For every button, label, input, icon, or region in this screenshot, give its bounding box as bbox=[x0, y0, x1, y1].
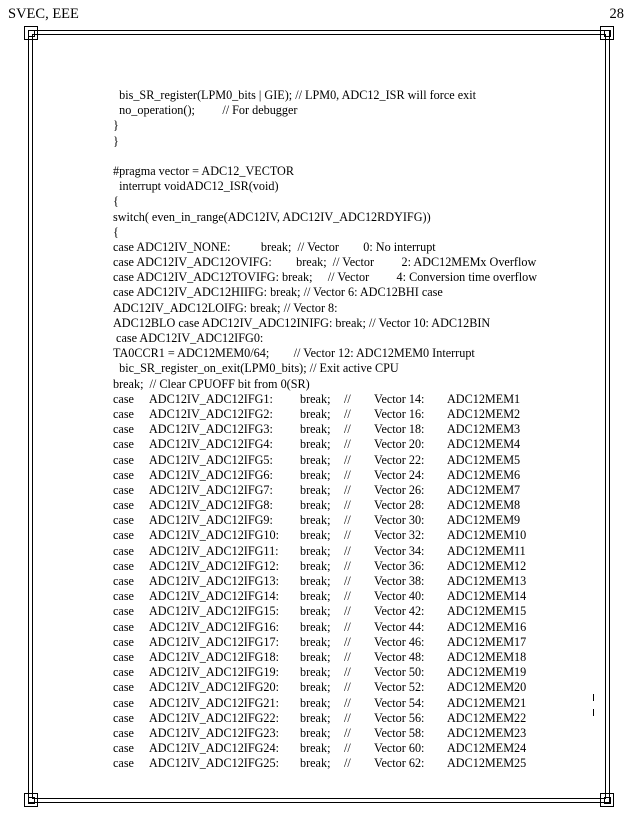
case-cell: case bbox=[113, 725, 134, 740]
case-row bbox=[113, 589, 593, 604]
code-line: break; // Clear CPUOFF bit from 0(SR) bbox=[113, 376, 310, 391]
case-row bbox=[113, 741, 593, 756]
code-line: case ADC12IV_ADC12HIIFG: break; // Vector 6: ADC12BHI case bbox=[113, 285, 443, 300]
case-cell: case bbox=[113, 406, 134, 421]
case-cell: break; bbox=[300, 528, 331, 543]
code-line: case ADC12IV_ADC12IFG0: bbox=[113, 331, 264, 345]
case-cell: ADC12MEM10 bbox=[447, 528, 527, 543]
case-cell: break; bbox=[300, 756, 331, 771]
case-cell: break; bbox=[300, 725, 331, 740]
case-cell: ADC12IV_ADC12IFG19: bbox=[149, 665, 280, 680]
code-listing bbox=[113, 88, 593, 771]
code-line: } bbox=[113, 133, 119, 148]
case-cell: // bbox=[344, 665, 351, 680]
code-line: bis_SR_register(LPM0_bits | GIE); // LPM0, ADC12_ISR will force exit bbox=[113, 88, 476, 102]
case-row bbox=[113, 635, 593, 650]
case-cell: ADC12IV_ADC12IFG13: bbox=[149, 574, 280, 588]
case-row bbox=[113, 513, 593, 528]
case-cell: ADC12MEM7 bbox=[447, 482, 521, 497]
case-cell: ADC12IV_ADC12IFG15: bbox=[149, 604, 280, 619]
case-cell: Vector 44: bbox=[374, 619, 425, 634]
case-cell: break; bbox=[300, 710, 331, 725]
border-corner-ornament bbox=[600, 26, 614, 40]
code-line: } bbox=[113, 118, 119, 133]
code-line: no_operation(); // For debugger bbox=[113, 103, 298, 118]
case-row bbox=[113, 574, 593, 589]
code-line: switch( even_in_range(ADC12IV, ADC12IV_ADC12RDYIFG)) bbox=[113, 209, 431, 224]
case-cell: ADC12IV_ADC12IFG12: bbox=[149, 558, 280, 573]
case-cell: ADC12IV_ADC12IFG25: bbox=[149, 756, 280, 771]
case-cell: case bbox=[113, 422, 134, 437]
case-cell: // bbox=[344, 528, 351, 543]
case-cell: // bbox=[344, 437, 351, 452]
margin-mark bbox=[593, 694, 594, 701]
case-cell: // bbox=[344, 680, 351, 695]
case-cell: ADC12MEM18 bbox=[447, 649, 527, 664]
page-number: 28 bbox=[609, 6, 624, 22]
case-cell: break; bbox=[300, 543, 331, 558]
case-cell: ADC12MEM11 bbox=[447, 543, 526, 558]
case-cell: case bbox=[113, 589, 134, 604]
case-cell: // bbox=[344, 406, 351, 421]
case-row bbox=[113, 437, 593, 452]
case-cell: break; bbox=[300, 589, 331, 604]
case-cell: case bbox=[113, 558, 134, 573]
case-cell: break; bbox=[300, 422, 331, 437]
case-cell: break; bbox=[300, 649, 331, 664]
case-cell: // bbox=[344, 558, 351, 573]
case-cell: ADC12IV_ADC12IFG11: bbox=[149, 543, 279, 558]
case-cell: ADC12IV_ADC12IFG20: bbox=[149, 680, 280, 695]
case-cell: ADC12MEM3 bbox=[447, 422, 521, 437]
case-cell: ADC12MEM15 bbox=[447, 604, 527, 619]
case-cell: Vector 34: bbox=[374, 543, 425, 558]
case-cell: Vector 30: bbox=[374, 513, 425, 528]
case-row bbox=[113, 528, 593, 543]
case-cell: break; bbox=[300, 634, 331, 649]
case-cell: Vector 46: bbox=[374, 634, 425, 649]
case-cell: // bbox=[344, 543, 351, 558]
case-cell: case bbox=[113, 498, 134, 513]
case-cell: case bbox=[113, 634, 134, 649]
case-cell: ADC12MEM1 bbox=[447, 391, 521, 406]
case-cell: ADC12MEM23 bbox=[447, 725, 527, 740]
running-header-left: SVEC, EEE bbox=[8, 6, 79, 22]
case-row bbox=[113, 696, 593, 711]
code-line: bic_SR_register_on_exit(LPM0_bits); // Exit active CPU bbox=[113, 361, 399, 376]
case-cell: ADC12IV_ADC12IFG10: bbox=[149, 528, 280, 543]
case-cell: // bbox=[344, 452, 351, 467]
case-cell: ADC12MEM21 bbox=[447, 695, 527, 710]
code-line: case ADC12IV_ADC12TOVIFG: break; // Vector 4: Conversion time overflow bbox=[113, 270, 538, 285]
case-cell: ADC12MEM6 bbox=[447, 467, 521, 482]
case-cell: ADC12IV_ADC12IFG2: bbox=[149, 406, 273, 421]
case-cell: Vector 58: bbox=[374, 725, 425, 740]
code-line: interrupt voidADC12_ISR(void) bbox=[113, 179, 279, 194]
case-cell: Vector 36: bbox=[374, 558, 425, 573]
case-cell: break; bbox=[300, 391, 331, 406]
case-cell: break; bbox=[300, 452, 331, 467]
case-cell: case bbox=[113, 437, 134, 452]
case-cell: case bbox=[113, 513, 134, 528]
case-cell: ADC12IV_ADC12IFG18: bbox=[149, 649, 280, 664]
case-cell: ADC12MEM20 bbox=[447, 680, 527, 695]
case-cell: case bbox=[113, 741, 134, 756]
case-cell: ADC12IV_ADC12IFG16: bbox=[149, 619, 280, 634]
border-corner-ornament bbox=[600, 793, 614, 807]
case-row bbox=[113, 711, 593, 726]
case-cell: // bbox=[344, 513, 351, 528]
case-cell: ADC12IV_ADC12IFG4: bbox=[149, 437, 273, 452]
case-cell: break; bbox=[300, 665, 331, 680]
case-cell: Vector 38: bbox=[374, 574, 425, 588]
case-cell: case bbox=[113, 665, 134, 680]
case-cell: case bbox=[113, 574, 134, 588]
case-cell: break; bbox=[300, 619, 331, 634]
case-cell: case bbox=[113, 649, 134, 664]
case-row bbox=[113, 544, 593, 559]
case-row bbox=[113, 620, 593, 635]
case-cell: ADC12MEM12 bbox=[447, 558, 527, 573]
case-row bbox=[113, 680, 593, 695]
code-line: { bbox=[113, 194, 119, 209]
case-cell: Vector 56: bbox=[374, 710, 425, 725]
code-block bbox=[113, 88, 593, 392]
case-cell: Vector 18: bbox=[374, 422, 425, 437]
case-cell: // bbox=[344, 619, 351, 634]
case-cell: ADC12IV_ADC12IFG7: bbox=[149, 482, 273, 497]
case-cell: Vector 42: bbox=[374, 604, 425, 619]
case-cell: // bbox=[344, 482, 351, 497]
case-cell: ADC12IV_ADC12IFG22: bbox=[149, 710, 280, 725]
code-line: ADC12IV_ADC12LOIFG: break; // Vector 8: bbox=[113, 300, 338, 315]
case-cell: ADC12MEM4 bbox=[447, 437, 521, 452]
case-cell: ADC12MEM5 bbox=[447, 452, 521, 467]
case-cell: break; bbox=[300, 574, 331, 588]
case-cell: // bbox=[344, 574, 351, 588]
case-cell: Vector 26: bbox=[374, 482, 425, 497]
case-cell: case bbox=[113, 452, 134, 467]
case-cell: ADC12IV_ADC12IFG5: bbox=[149, 452, 273, 467]
case-row bbox=[113, 756, 593, 771]
case-cell: break; bbox=[300, 513, 331, 528]
case-cell: Vector 54: bbox=[374, 695, 425, 710]
case-cell: case bbox=[113, 391, 134, 406]
case-cell: case bbox=[113, 619, 134, 634]
case-cell: // bbox=[344, 422, 351, 437]
case-cell: // bbox=[344, 589, 351, 604]
case-cell: Vector 20: bbox=[374, 437, 425, 452]
case-table bbox=[113, 392, 593, 772]
case-cell: ADC12MEM19 bbox=[447, 665, 527, 680]
case-cell: ADC12MEM2 bbox=[447, 406, 521, 421]
case-row bbox=[113, 726, 593, 741]
case-cell: ADC12IV_ADC12IFG1: bbox=[149, 391, 273, 406]
case-cell: ADC12IV_ADC12IFG23: bbox=[149, 725, 280, 740]
case-cell: case bbox=[113, 604, 134, 619]
case-cell: // bbox=[344, 391, 351, 406]
case-cell: // bbox=[344, 756, 351, 771]
case-cell: ADC12IV_ADC12IFG3: bbox=[149, 422, 273, 437]
case-row bbox=[113, 665, 593, 680]
case-cell: break; bbox=[300, 498, 331, 513]
case-cell: Vector 32: bbox=[374, 528, 425, 543]
code-line: ADC12BLO case ADC12IV_ADC12INIFG: break; // Vector 10: ADC12BIN bbox=[113, 315, 491, 330]
case-cell: // bbox=[344, 741, 351, 756]
border-corner-ornament bbox=[24, 26, 38, 40]
case-cell: Vector 28: bbox=[374, 498, 425, 513]
case-row bbox=[113, 468, 593, 483]
case-cell: ADC12MEM8 bbox=[447, 498, 521, 513]
case-cell: Vector 52: bbox=[374, 680, 425, 695]
case-cell: ADC12IV_ADC12IFG24: bbox=[149, 741, 280, 756]
case-cell: ADC12IV_ADC12IFG21: bbox=[149, 695, 280, 710]
case-cell: break; bbox=[300, 482, 331, 497]
case-cell: ADC12IV_ADC12IFG14: bbox=[149, 589, 280, 604]
case-cell: break; bbox=[300, 604, 331, 619]
code-line: { bbox=[113, 224, 119, 239]
case-row bbox=[113, 559, 593, 574]
case-cell: Vector 24: bbox=[374, 467, 425, 482]
case-row bbox=[113, 392, 593, 407]
case-cell: case bbox=[113, 680, 134, 695]
case-cell: case bbox=[113, 710, 134, 725]
case-cell: // bbox=[344, 710, 351, 725]
case-cell: ADC12IV_ADC12IFG9: bbox=[149, 513, 273, 528]
code-line bbox=[113, 149, 593, 164]
case-cell: ADC12MEM22 bbox=[447, 710, 527, 725]
case-cell: // bbox=[344, 695, 351, 710]
case-cell: // bbox=[344, 725, 351, 740]
border-corner-ornament bbox=[24, 793, 38, 807]
case-cell: Vector 62: bbox=[374, 756, 425, 771]
case-row bbox=[113, 604, 593, 619]
case-cell: case bbox=[113, 467, 134, 482]
case-cell: ADC12IV_ADC12IFG6: bbox=[149, 467, 273, 482]
case-cell: Vector 22: bbox=[374, 452, 425, 467]
case-cell: case bbox=[113, 695, 134, 710]
case-row bbox=[113, 650, 593, 665]
case-row bbox=[113, 498, 593, 513]
case-row bbox=[113, 453, 593, 468]
case-cell: ADC12MEM13 bbox=[447, 574, 527, 588]
case-cell: ADC12MEM14 bbox=[447, 589, 527, 604]
case-cell: break; bbox=[300, 467, 331, 482]
case-row bbox=[113, 422, 593, 437]
code-line: #pragma vector = ADC12_VECTOR bbox=[113, 163, 294, 178]
case-cell: break; bbox=[300, 695, 331, 710]
case-cell: case bbox=[113, 756, 134, 771]
case-cell: break; bbox=[300, 680, 331, 695]
case-cell: break; bbox=[300, 558, 331, 573]
case-cell: Vector 60: bbox=[374, 741, 425, 756]
margin-mark bbox=[593, 709, 594, 716]
case-cell: ADC12MEM9 bbox=[447, 513, 521, 528]
case-cell: // bbox=[344, 498, 351, 513]
case-cell: ADC12MEM17 bbox=[447, 634, 527, 649]
case-cell: ADC12IV_ADC12IFG17: bbox=[149, 634, 280, 649]
code-line: case ADC12IV_NONE: break; // Vector 0: No interrupt bbox=[113, 239, 436, 254]
case-cell: ADC12MEM25 bbox=[447, 756, 527, 771]
case-cell: ADC12IV_ADC12IFG8: bbox=[149, 498, 273, 513]
case-row bbox=[113, 483, 593, 498]
case-cell: Vector 48: bbox=[374, 649, 425, 664]
case-cell: break; bbox=[300, 741, 331, 756]
case-cell: Vector 50: bbox=[374, 665, 425, 680]
case-row bbox=[113, 407, 593, 422]
case-cell: // bbox=[344, 604, 351, 619]
case-cell: // bbox=[344, 467, 351, 482]
code-line: TA0CCR1 = ADC12MEM0/64; // Vector 12: ADC12MEM0 Interrupt bbox=[113, 346, 475, 361]
case-cell: // bbox=[344, 649, 351, 664]
case-cell: case bbox=[113, 482, 134, 497]
case-cell: // bbox=[344, 634, 351, 649]
case-cell: ADC12MEM24 bbox=[447, 741, 527, 756]
case-cell: Vector 40: bbox=[374, 589, 425, 604]
case-cell: case bbox=[113, 543, 134, 558]
case-cell: break; bbox=[300, 406, 331, 421]
case-cell: break; bbox=[300, 437, 331, 452]
case-cell: ADC12MEM16 bbox=[447, 619, 527, 634]
case-cell: Vector 14: bbox=[374, 391, 425, 406]
case-cell: Vector 16: bbox=[374, 406, 425, 421]
case-cell: case bbox=[113, 528, 134, 543]
code-line: case ADC12IV_ADC12OVIFG: break; // Vector 2: ADC12MEMx Overflow bbox=[113, 255, 537, 270]
